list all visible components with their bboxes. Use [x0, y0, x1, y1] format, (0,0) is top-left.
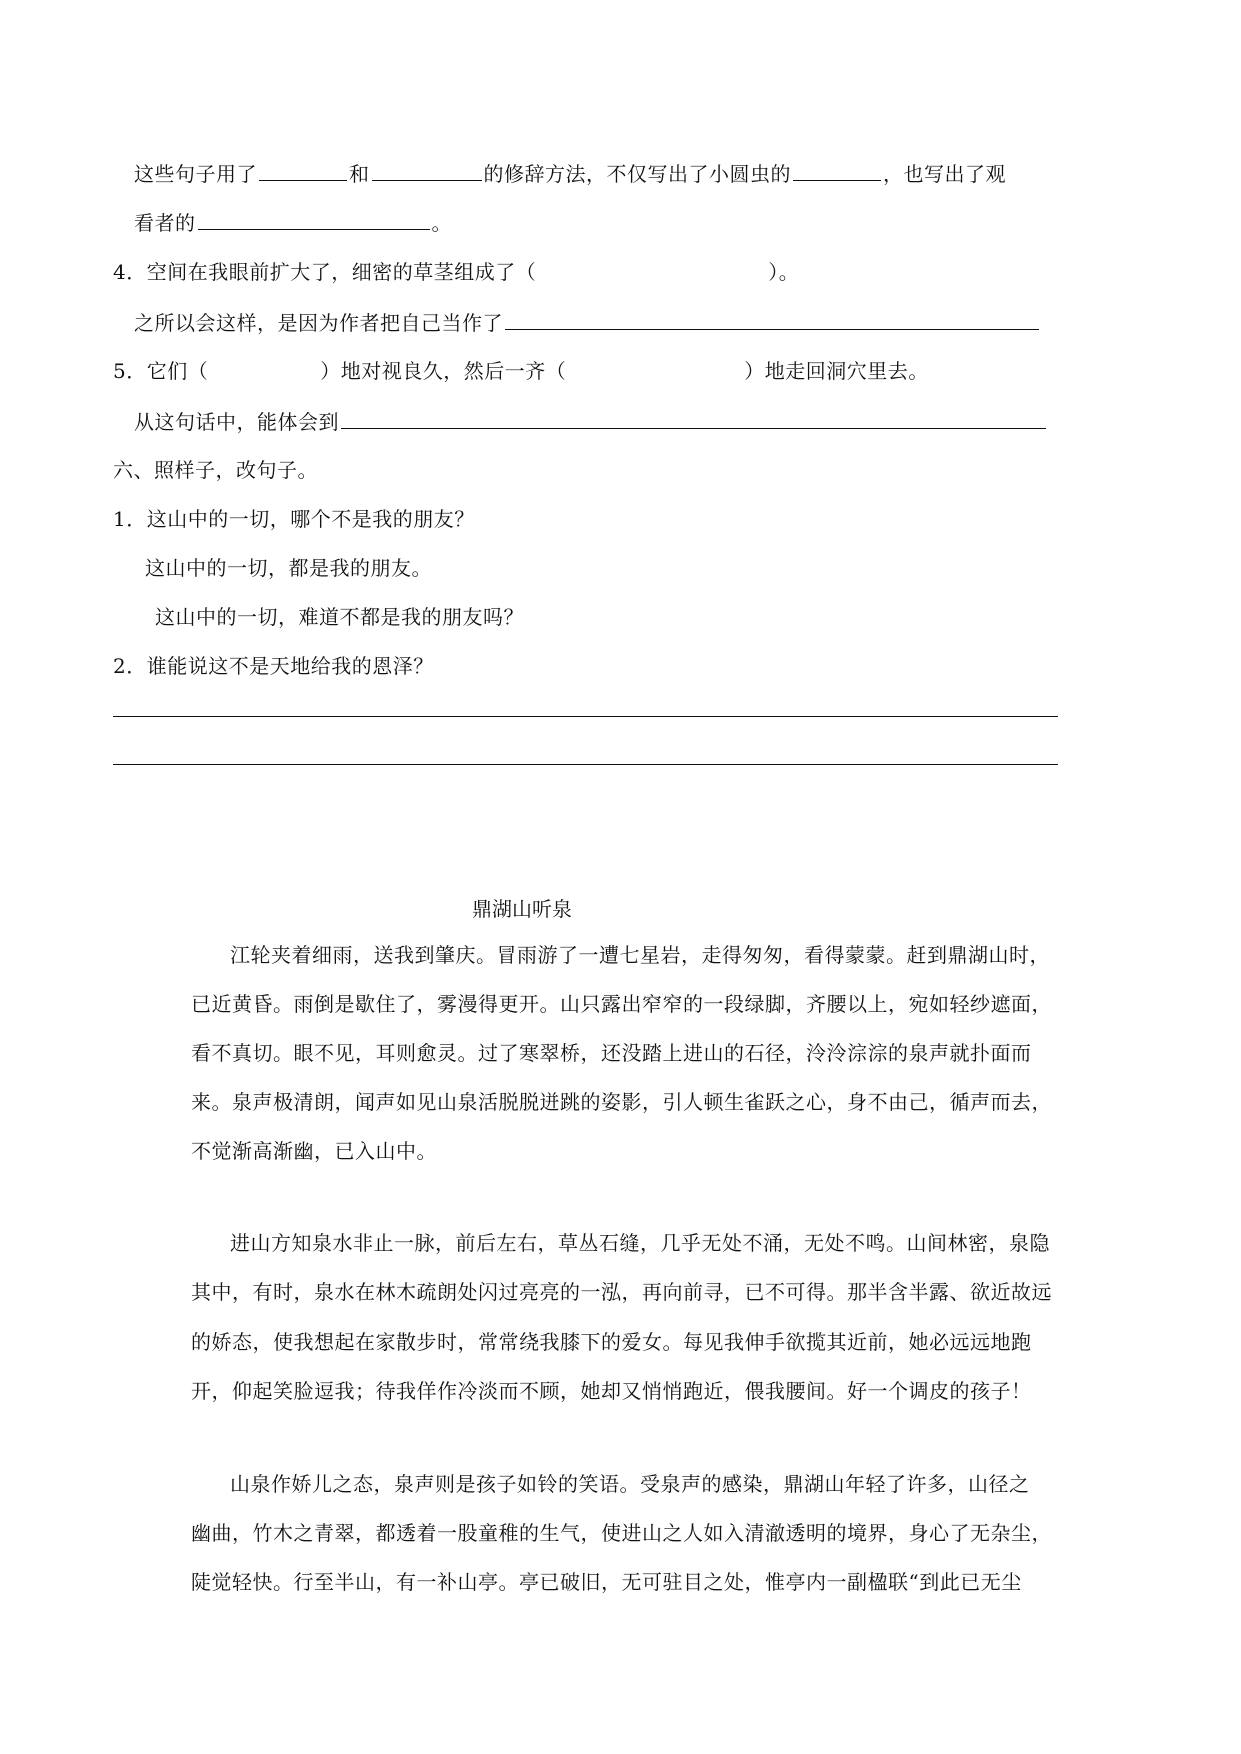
answer-line[interactable]: [113, 764, 1058, 765]
q5-text-b: ）地对视良久，然后一齐（: [320, 359, 567, 383]
q3-text-b: 和: [349, 162, 370, 186]
passage-line: 开，仰起笑脸逗我；待我佯作冷淡而不顾，她却又悄悄跑近，偎我腰间。好一个调皮的孩子！: [191, 1379, 1032, 1403]
passage-title: 鼎湖山听泉: [472, 897, 572, 921]
passage-line: 来。泉声极清朗，闻声如见山泉活脱脱迸跳的姿影，引人顿生雀跃之心，身不由己，循声而去，: [191, 1090, 1052, 1114]
passage-line: 进山方知泉水非止一脉，前后左右，草丛石缝，几乎无处不涌，无处不鸣。山间林密，泉隐: [230, 1231, 1050, 1255]
q3-text-f: 。: [431, 211, 452, 235]
q4-text-a: 4．空间在我眼前扩大了，细密的草茎组成了（: [113, 260, 537, 284]
section-6-item-1: 1．这山中的一切，哪个不是我的朋友？: [113, 507, 475, 531]
q5-text-d: 从这句话中，能体会到: [134, 410, 339, 434]
answer-blank[interactable]: [505, 309, 1039, 330]
section-6-item-2: 2．谁能说这不是天地给我的恩泽？: [113, 654, 434, 678]
passage-line: 江轮夹着细雨，送我到肇庆。冒雨游了一遭七星岩，走得匆匆，看得蒙蒙。赶到鼎湖山时，: [230, 943, 1050, 967]
q4-text-c: 之所以会这样，是因为作者把自己当作了: [134, 311, 503, 335]
passage-line: 已近黄昏。雨倒是歇住了，雾漫得更开。山只露出窄窄的一段绿脚，齐腰以上，宛如轻纱遮面，: [191, 992, 1052, 1016]
answer-blank[interactable]: [372, 160, 482, 181]
passage-line: 不觉渐高渐幽，已入山中。: [191, 1139, 437, 1163]
q5-line-1: [113, 358, 929, 384]
q5-line-2: [134, 408, 1048, 435]
q4-text-b: ）。: [768, 260, 800, 284]
answer-blank[interactable]: [793, 160, 881, 181]
passage-line: 看不真切。眼不见，耳则愈灵。过了寒翠桥，还没踏上进山的石径，泠泠淙淙的泉声就扑面而: [191, 1041, 1032, 1065]
q3-line-1: [134, 160, 1006, 187]
q4-line-2: [134, 309, 1041, 336]
passage-line: 幽曲，竹木之青翠，都透着一股童稚的生气，使进山之人如入清澈透明的境界，身心了无杂尘，: [191, 1521, 1052, 1545]
answer-blank[interactable]: [198, 209, 430, 230]
q3-line-2: [134, 209, 452, 236]
q5-text-c: ）地走回洞穴里去。: [744, 359, 929, 383]
q3-text-c: 的修辞方法，不仅写出了小圆虫的: [483, 162, 791, 186]
q5-text-a: 5．它们（: [113, 359, 209, 383]
passage-line: 陡觉轻快。行至半山，有一补山亭。亭已破旧，无可驻目之处，惟亭内一副楹联“到此已无尘: [191, 1570, 1022, 1594]
answer-blank[interactable]: [341, 408, 1046, 429]
passage-line: 的娇态，使我想起在家散步时，常常绕我膝下的爱女。每见我伸手欲揽其近前，她必远远地跑: [191, 1330, 1032, 1354]
passage-line: 山泉作娇儿之态，泉声则是孩子如铃的笑语。受泉声的感染，鼎湖山年轻了许多，山径之: [230, 1472, 1030, 1496]
answer-blank[interactable]: [259, 160, 347, 181]
q3-text-a: 这些句子用了: [134, 162, 257, 186]
answer-line[interactable]: [113, 716, 1058, 717]
section-6-heading: 六、照样子，改句子。: [113, 458, 318, 482]
q4-line-1: [113, 259, 799, 285]
passage-line: 其中，有时，泉水在林木疏朗处闪过亮亮的一泓，再向前寻，已不可得。那半含半露、欲近故远: [191, 1280, 1052, 1304]
section-6-example-2: 这山中的一切，难道不都是我的朋友吗？: [155, 605, 524, 629]
q3-text-e: 看者的: [134, 211, 196, 235]
section-6-example-1: 这山中的一切，都是我的朋友。: [145, 556, 432, 580]
q3-text-d: ，也写出了观: [883, 162, 1006, 186]
